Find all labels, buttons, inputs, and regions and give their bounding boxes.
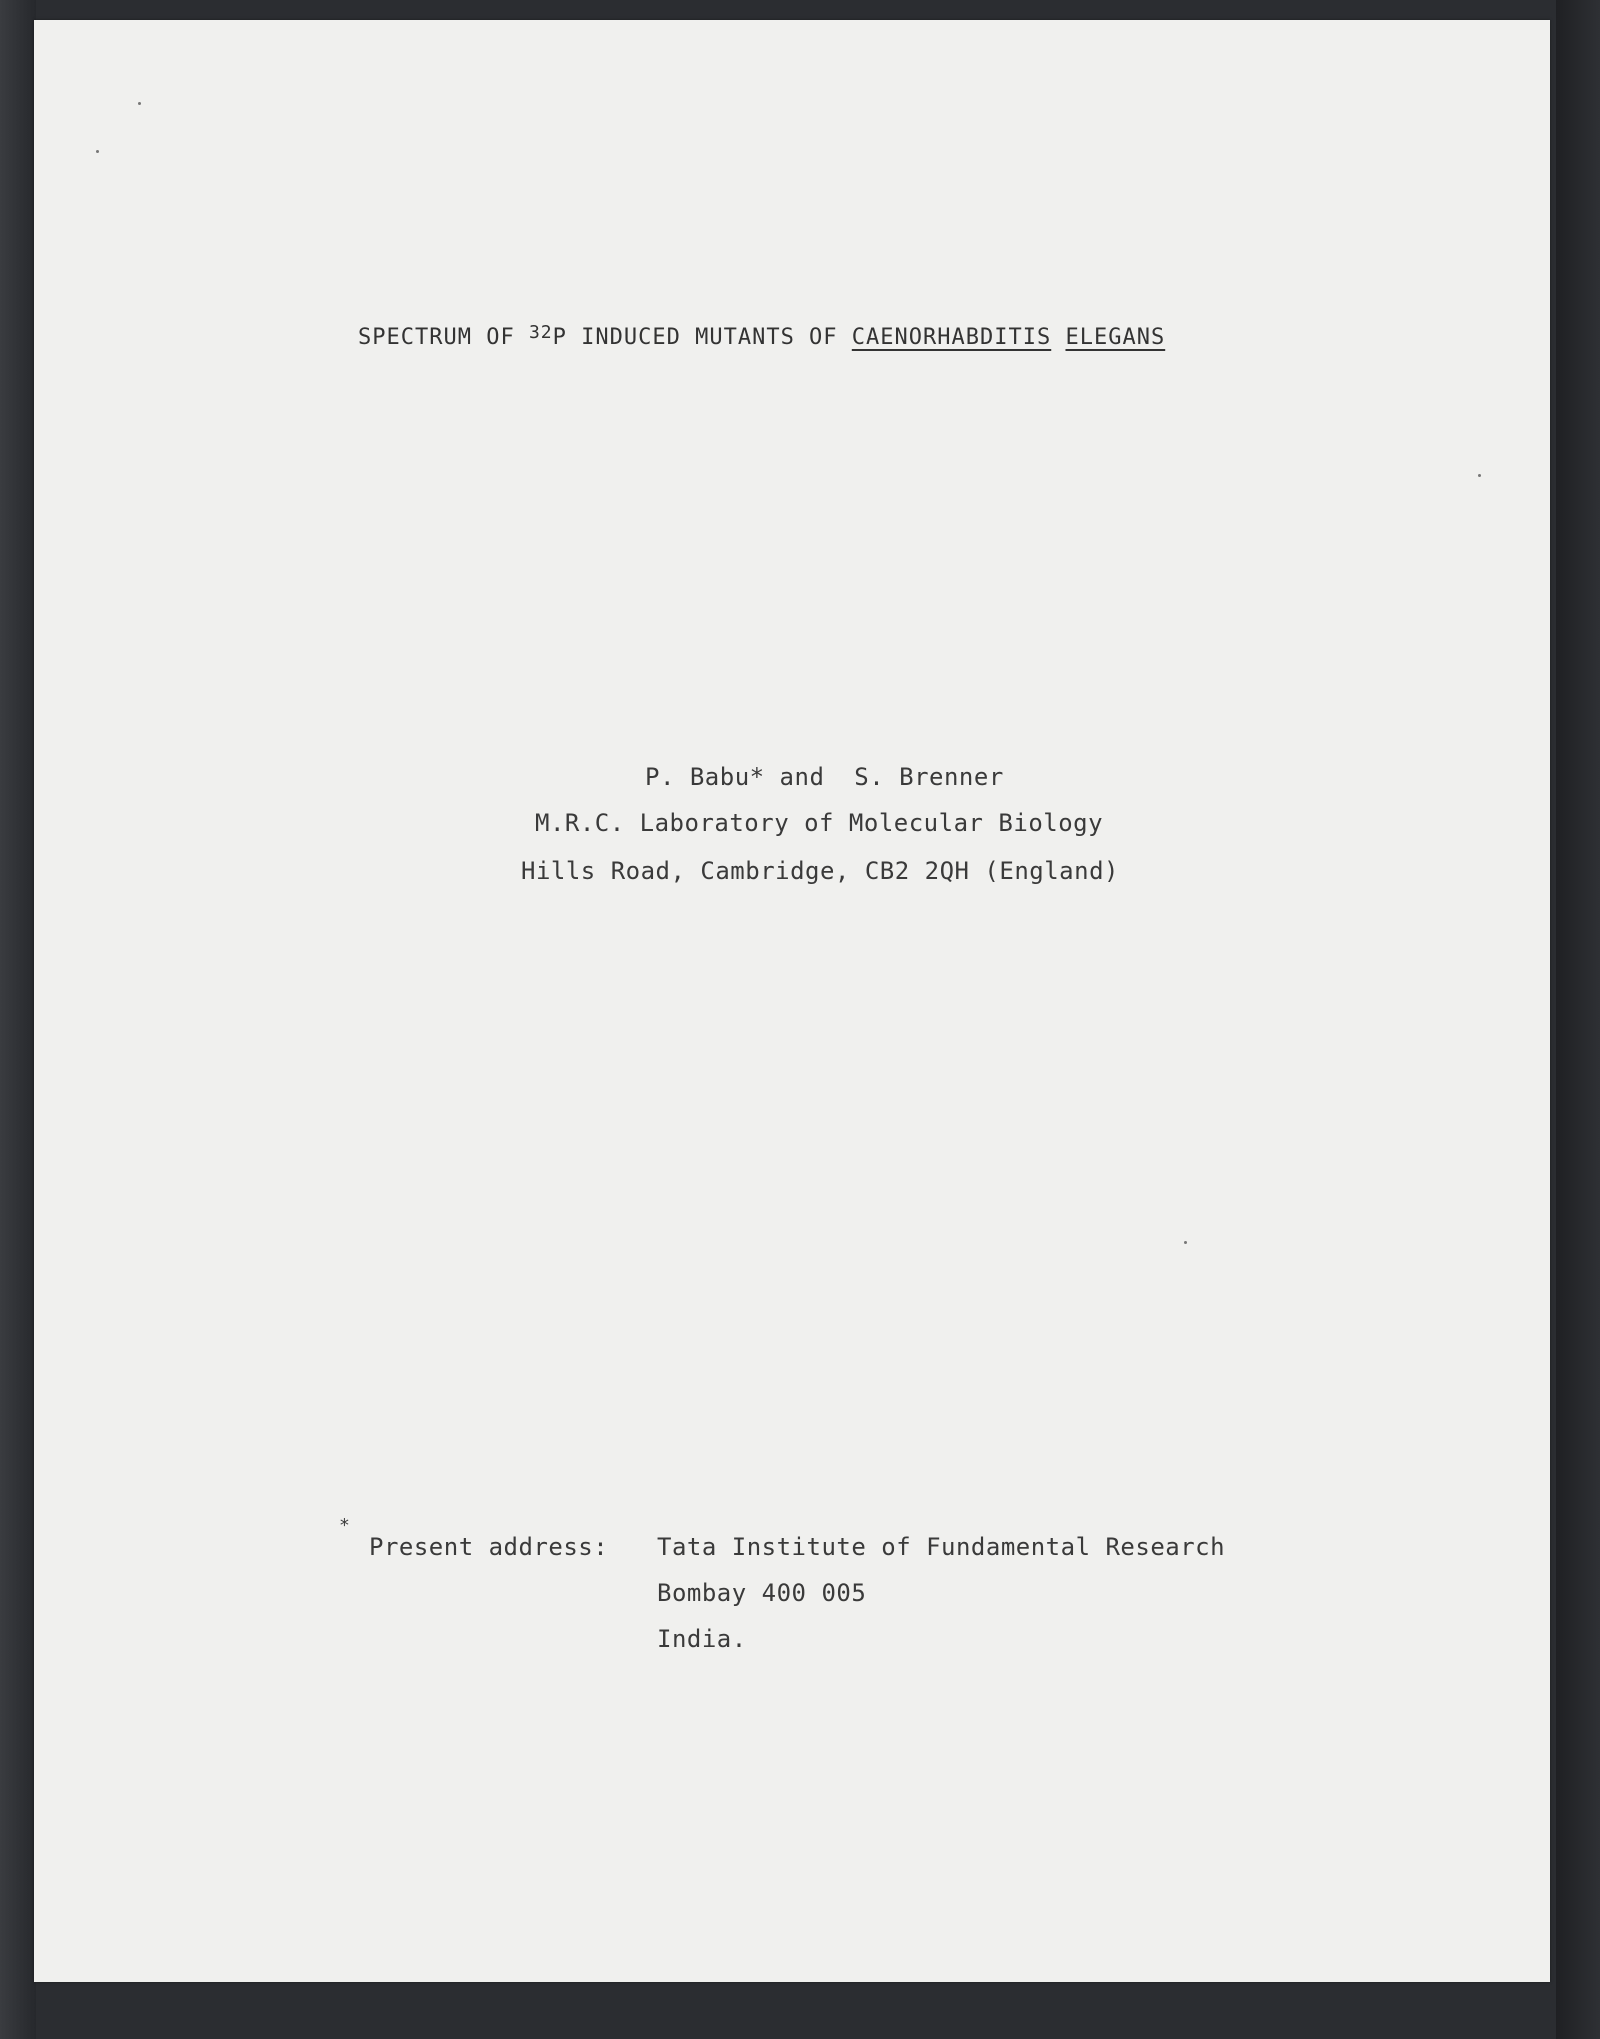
document-title (358, 322, 1166, 350)
address-line: Hills Road, Cambridge, CB2 2QH (England) (521, 857, 1119, 885)
footnote-address-line: Tata Institute of Fundamental Research (657, 1533, 1226, 1561)
paper-speck (1184, 1241, 1187, 1244)
title-middle: P INDUCED MUTANTS OF (552, 325, 852, 350)
scan-background-right (1556, 0, 1600, 2039)
footnote-label: Present address: (369, 1533, 609, 1561)
title-genus: CAENORHABDITIS (851, 325, 1052, 350)
footnote-address-line: India. (657, 1625, 747, 1653)
institution-line: M.R.C. Laboratory of Molecular Biology (535, 809, 1104, 837)
paper-sheet (34, 20, 1550, 1982)
authors-line: P. Babu* and S. Brenner (645, 763, 1004, 791)
paper-speck (138, 102, 141, 105)
isotope-superscript: 32 (528, 322, 553, 343)
footnote-address-line: Bombay 400 005 (657, 1579, 867, 1607)
title-prefix: SPECTRUM OF (358, 325, 529, 350)
footnote-marker: * (339, 1515, 350, 1536)
paper-speck (96, 150, 99, 153)
title-species: ELEGANS (1065, 325, 1166, 350)
paper-speck (1478, 474, 1481, 477)
scan-background-left (0, 0, 36, 2039)
